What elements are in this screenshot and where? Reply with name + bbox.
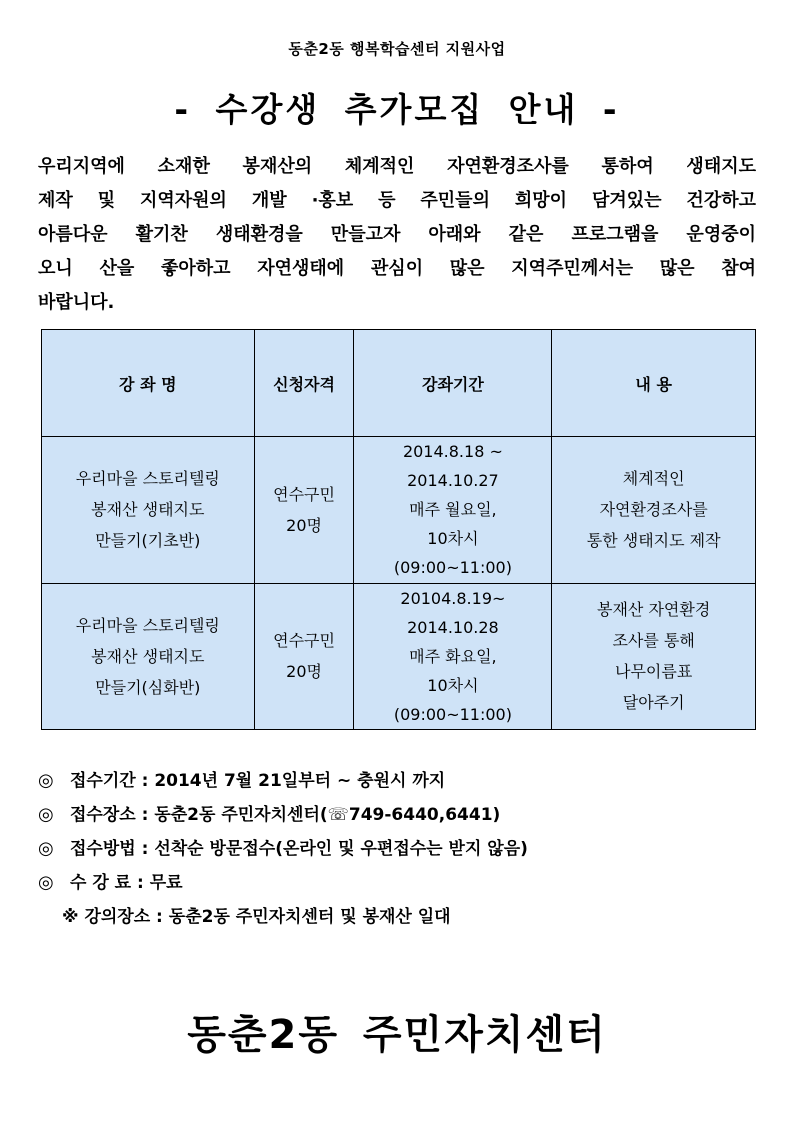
intro-line: 제작 및 지역자원의 개발 ·홍보 등 주민들의 희망이 담겨있는 건강하고 bbox=[38, 190, 756, 211]
double-circle-icon: ◎ bbox=[38, 770, 54, 791]
cell-line: 체계적인 bbox=[622, 469, 685, 489]
course-table bbox=[41, 329, 756, 730]
cell-line: 자연환경조사를 bbox=[599, 500, 708, 520]
info-text: 접수기간 : 2014년 7월 21일부터 ~ 충원시 까지 bbox=[70, 771, 446, 791]
cell-line: 20104.8.19~ bbox=[400, 588, 506, 608]
intro-paragraph bbox=[38, 150, 756, 320]
header-content: 내 용 bbox=[552, 330, 756, 437]
cell-line: 나무이름표 bbox=[615, 662, 693, 682]
cell-line: 연수구민 bbox=[273, 631, 335, 651]
double-circle-icon: ◎ bbox=[38, 804, 54, 825]
document-subtitle: 동춘2동 행복학습센터 지원사업 bbox=[288, 40, 506, 58]
cell-line: 20명 bbox=[286, 662, 322, 682]
table-header-row bbox=[42, 330, 756, 437]
qualification-cell bbox=[254, 583, 354, 730]
intro-line: 바랍니다. bbox=[38, 292, 115, 313]
course-name-cell bbox=[42, 583, 255, 730]
period-cell bbox=[354, 437, 552, 584]
info-item bbox=[38, 798, 758, 832]
intro-line: 오니 산을 좋아하고 자연생태에 관심이 많은 지역주민께서는 많은 참여 bbox=[38, 258, 756, 279]
document-title: - 수강생 추가모집 안내 - bbox=[174, 90, 620, 129]
cell-line: (09:00~11:00) bbox=[393, 558, 512, 578]
cell-line: 2014.10.28 bbox=[407, 617, 499, 637]
organization-name: 동춘2동 주민자치센터 bbox=[187, 1012, 607, 1058]
double-circle-icon: ◎ bbox=[38, 872, 54, 893]
info-item bbox=[38, 832, 758, 866]
cell-line: 연수구민 bbox=[273, 484, 335, 504]
info-text: 수 강 료 : 무료 bbox=[70, 873, 183, 893]
qualification-cell bbox=[254, 437, 354, 584]
cell-line: 10차시 bbox=[427, 675, 479, 695]
cell-line: 만들기(심화반) bbox=[95, 677, 201, 697]
double-circle-icon: ◎ bbox=[38, 838, 54, 859]
cell-line: 2014.8.18 ~ bbox=[402, 442, 503, 462]
cell-line: 만들기(기초반) bbox=[95, 531, 201, 551]
course-name-cell bbox=[42, 437, 255, 584]
cell-line: 20명 bbox=[286, 515, 322, 535]
cell-line: 2014.10.27 bbox=[407, 471, 499, 491]
cell-line: 조사를 통해 bbox=[612, 631, 695, 651]
cell-line: 봉재산 자연환경 bbox=[597, 600, 711, 620]
info-item bbox=[38, 866, 758, 900]
header-period: 강좌기간 bbox=[354, 330, 552, 437]
info-item bbox=[38, 764, 758, 798]
table-row bbox=[42, 437, 756, 584]
intro-line: 우리지역에 소재한 봉재산의 체계적인 자연환경조사를 통하여 생태지도 bbox=[38, 156, 756, 177]
info-text: 접수방법 : 선착순 방문접수(온라인 및 우편접수는 받지 않음) bbox=[70, 839, 528, 859]
intro-line: 아름다운 활기찬 생태환경을 만들고자 아래와 같은 프로그램을 운영중이 bbox=[38, 224, 756, 245]
content-cell bbox=[552, 583, 756, 730]
cell-line: 봉재산 생태지도 bbox=[91, 500, 205, 520]
cell-line: (09:00~11:00) bbox=[393, 704, 512, 724]
content-cell bbox=[552, 437, 756, 584]
lecture-venue-note: ※ 강의장소 : 동춘2동 주민자치센터 및 봉재산 일대 bbox=[62, 907, 451, 927]
cell-line: 10차시 bbox=[427, 529, 479, 549]
cell-line: 우리마을 스토리텔링 bbox=[75, 469, 220, 489]
table-row bbox=[42, 583, 756, 730]
cell-line: 매주 화요일, bbox=[409, 646, 497, 666]
header-qualification: 신청자격 bbox=[254, 330, 354, 437]
cell-line: 통한 생태지도 제작 bbox=[586, 531, 721, 551]
cell-line: 우리마을 스토리텔링 bbox=[75, 615, 220, 635]
registration-info bbox=[38, 764, 758, 934]
period-cell bbox=[354, 583, 552, 730]
cell-line: 매주 월요일, bbox=[409, 500, 497, 520]
header-course-name: 강 좌 명 bbox=[42, 330, 255, 437]
cell-line: 봉재산 생태지도 bbox=[91, 646, 205, 666]
info-text: 접수장소 : 동춘2동 주민자치센터(☏749-6440,6441) bbox=[70, 805, 501, 825]
cell-line: 달아주기 bbox=[622, 693, 685, 713]
